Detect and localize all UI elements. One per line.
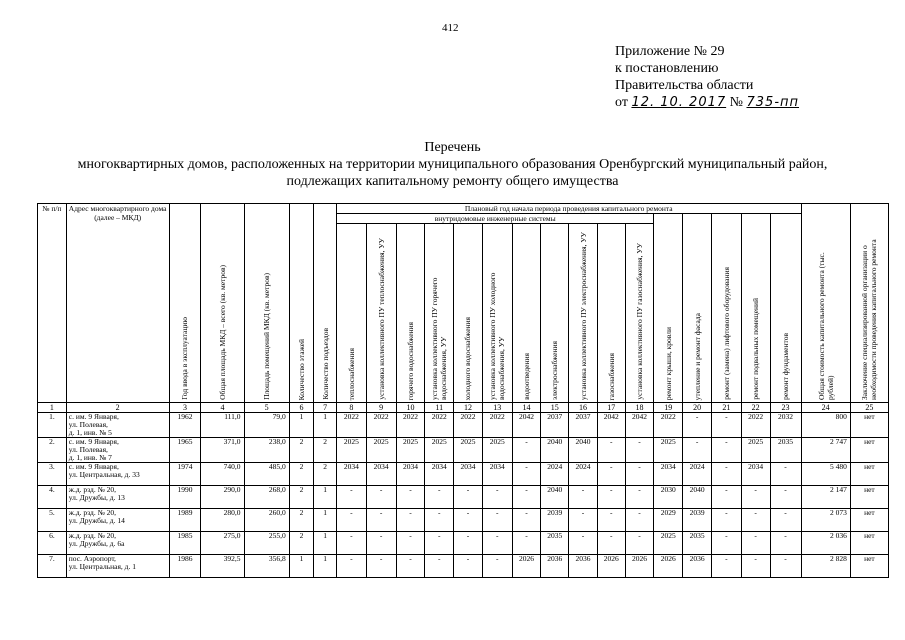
cell-col-11: - [425,555,454,578]
cell-col-6: 2 [289,438,314,463]
document-title [0,139,905,190]
cell-col-15: 2035 [541,532,569,555]
cell-col-12: - [454,486,483,509]
cell-col-9: 2022 [366,413,396,438]
column-number-cell: 8 [336,403,366,413]
column-numbers-row [38,403,889,413]
cell-col-9: - [366,486,396,509]
cell-col-15: 2040 [541,438,569,463]
column-number-cell: 12 [454,403,483,413]
header-row-1 [38,204,889,214]
column-number-cell: 23 [770,403,801,413]
cell-col-8: 2034 [336,463,366,486]
cell-col-24: 2 747 [801,438,850,463]
cell-col-11: - [425,509,454,532]
row-address [66,509,169,532]
column-number-cell: 22 [741,403,770,413]
cell-col-20: - [683,413,712,438]
cell-col-14: 2026 [512,555,541,578]
cell-col-13: - [482,555,512,578]
table-row [38,438,889,463]
cell-col-18: - [625,438,654,463]
header-total-cost: Общая стоимость капитального ремонта (тыс. рублей) [801,204,850,403]
cell-col-22: 2022 [741,413,770,438]
cell-col-19: 2034 [654,463,683,486]
cell-col-4: 111,0 [201,413,244,438]
cell-col-4: 392,5 [201,555,244,578]
cell-col-8: - [336,509,366,532]
column-number-cell: 13 [482,403,512,413]
cell-col-22: 2025 [741,438,770,463]
cell-col-13: 2034 [482,463,512,486]
cell-col-5: 268,0 [244,486,289,509]
cell-col-10: 2034 [396,463,425,486]
address-line: ж.д. рзд. № 20, [68,531,117,540]
cell-col-19: 2022 [654,413,683,438]
cell-col-15: 2024 [541,463,569,486]
row-index: 1. [38,413,67,438]
cell-col-7: 2 [314,438,337,463]
cell-col-4: 371,0 [201,438,244,463]
title-line-1: Перечень [424,140,481,155]
header-foundation: ремонт фундаментов [770,214,801,403]
address-line: ул. Дружбы, д. 6а [68,539,125,548]
header-electricity: электроснабжения [541,224,569,403]
cell-col-11: 2022 [425,413,454,438]
column-number-cell: 24 [801,403,850,413]
column-number-cell: 4 [201,403,244,413]
cell-col-22: - [741,509,770,532]
cell-col-21: - [711,413,741,438]
cell-col-13: 2022 [482,413,512,438]
row-index: 5. [38,509,67,532]
cell-col-17: - [597,509,625,532]
cell-col-10: 2022 [396,413,425,438]
column-number-cell: 1 [38,403,67,413]
header-gas-meter: установка коллективного ПУ газоснабжения, УУ [625,224,654,403]
cell-col-7: 1 [314,509,337,532]
cell-col-5: 79,0 [244,413,289,438]
header-total-area: Общая площадь МКД – всего (кв. метров) [201,204,244,403]
header-roof: ремонт крыши, кровли [654,214,683,403]
table-row [38,413,889,438]
date-prefix: от [615,95,628,110]
address-line: ул. Дружбы, д. 14 [68,516,125,525]
cell-col-25: нет [850,463,888,486]
cell-col-3: 1965 [169,438,201,463]
cell-col-20: 2035 [683,532,712,555]
cell-col-21: - [711,463,741,486]
cell-col-23: - [770,486,801,509]
cell-col-13: - [482,532,512,555]
address-line: с. им. 9 Января, [68,437,119,446]
cell-col-16: - [569,486,598,509]
cell-col-20: 2039 [683,509,712,532]
appendix-line-3: Правительства области [615,78,754,93]
column-number-cell: 9 [366,403,396,413]
cell-col-3: 1962 [169,413,201,438]
cell-col-14: - [512,463,541,486]
cell-col-11: 2034 [425,463,454,486]
cell-col-9: 2034 [366,463,396,486]
cell-col-25: нет [850,532,888,555]
header-gas: газоснабжения [597,224,625,403]
row-index: 4. [38,486,67,509]
cell-col-10: - [396,532,425,555]
cell-col-4: 275,0 [201,532,244,555]
cell-col-22: - [741,486,770,509]
cell-col-15: 2036 [541,555,569,578]
cell-col-22: 2034 [741,463,770,486]
cell-col-4: 280,0 [201,509,244,532]
cell-col-25: нет [850,509,888,532]
address-line: ул. Полевая, [68,445,108,454]
cell-col-23: - [770,532,801,555]
cell-col-17: - [597,532,625,555]
cell-col-16: - [569,509,598,532]
cell-col-14: - [512,486,541,509]
cell-col-6: 1 [289,555,314,578]
header-heating-meter: установка коллективного ПУ теплоснабжения, УУ [366,224,396,403]
cell-col-5: 485,0 [244,463,289,486]
cell-col-4: 290,0 [201,486,244,509]
address-line: д. 1, инв. № 7 [68,453,112,462]
header-sewerage: водоотведения [512,224,541,403]
cell-col-17: 2026 [597,555,625,578]
address-line: ж.д. рзд. № 20, [68,508,117,517]
row-address [66,413,169,438]
column-number-cell: 7 [314,403,337,413]
cell-col-3: 1974 [169,463,201,486]
cell-col-23: 2032 [770,413,801,438]
column-number-cell: 25 [850,403,888,413]
cell-col-22: - [741,532,770,555]
cell-col-17: - [597,438,625,463]
cell-col-21: - [711,509,741,532]
cell-col-12: 2025 [454,438,483,463]
row-address [66,486,169,509]
row-address [66,532,169,555]
cell-col-25: нет [850,438,888,463]
cell-col-12: 2034 [454,463,483,486]
cell-col-18: - [625,509,654,532]
address-line: ул. Центральная, д. 33 [68,470,140,479]
header-premises-area: Площадь помещений МКД (кв. метров) [244,204,289,403]
header-elevator: ремонт (замена) лифтового оборудования [711,214,741,403]
cell-col-19: 2029 [654,509,683,532]
cell-col-11: 2025 [425,438,454,463]
appendix-line-2: к постановлению [615,61,719,76]
cell-col-21: - [711,486,741,509]
cell-col-9: - [366,555,396,578]
cell-col-11: - [425,486,454,509]
column-numbers-section [38,403,889,413]
header-cold-water-meter: установка коллективного ПУ холодного водоснабжения, УУ [482,224,512,403]
cell-col-16: - [569,532,598,555]
cell-col-12: 2022 [454,413,483,438]
cell-col-18: - [625,532,654,555]
cell-col-16: 2024 [569,463,598,486]
cell-col-8: - [336,555,366,578]
header-electricity-meter: установка коллективного ПУ электроснабжения, УУ [569,224,598,403]
cell-col-24: 2 036 [801,532,850,555]
number-prefix: № [729,95,743,110]
cell-col-10: - [396,486,425,509]
cell-col-9: 2025 [366,438,396,463]
handwritten-date: 12. 10. 2017 [631,95,727,110]
cell-col-21: - [711,555,741,578]
cell-col-17: 2042 [597,413,625,438]
address-line: ж.д. рзд. № 20, [68,485,117,494]
cell-col-16: 2040 [569,438,598,463]
appendix-header [615,43,799,111]
address-line: пос. Аэропорт, [68,554,116,563]
cell-col-7: 2 [314,463,337,486]
row-index: 6. [38,532,67,555]
cell-col-8: - [336,532,366,555]
column-number-cell: 10 [396,403,425,413]
cell-col-6: 1 [289,413,314,438]
header-conclusion: Заключение специализированной организации о необходимости проведения капитального ремонта [850,204,888,403]
cell-col-24: 2 147 [801,486,850,509]
column-number-cell: 19 [654,403,683,413]
cell-col-14: - [512,509,541,532]
cell-col-5: 260,0 [244,509,289,532]
column-number-cell: 11 [425,403,454,413]
cell-col-20: 2036 [683,555,712,578]
cell-col-9: - [366,532,396,555]
cell-col-15: 2039 [541,509,569,532]
column-number-cell: 17 [597,403,625,413]
handwritten-number: 735-пп [746,95,800,110]
cell-col-12: - [454,555,483,578]
cell-col-16: 2037 [569,413,598,438]
cell-col-19: 2025 [654,532,683,555]
address-line: с. им. 9 Января, [68,462,119,471]
cell-col-23: - [770,509,801,532]
cell-col-21: - [711,532,741,555]
cell-col-25: нет [850,413,888,438]
cell-col-19: 2030 [654,486,683,509]
cell-col-24: 2 073 [801,509,850,532]
cell-col-7: 1 [314,413,337,438]
cell-col-7: 1 [314,486,337,509]
header-hot-water-meter: установка коллективного ПУ горячего водоснабжения, УУ [425,224,454,403]
cell-col-17: - [597,463,625,486]
data-rows-section [38,413,889,578]
cell-col-21: - [711,438,741,463]
cell-col-23: - [770,463,801,486]
row-address [66,555,169,578]
cell-col-3: 1989 [169,509,201,532]
title-line-3: подлежащих капитальному ремонту общего имущества [286,174,619,189]
cell-col-6: 2 [289,532,314,555]
header-year-built: Год ввода в эксплуатацию [169,204,201,403]
header-heating: теплоснабжения [336,224,366,403]
cell-col-19: 2025 [654,438,683,463]
cell-col-3: 1990 [169,486,201,509]
cell-col-4: 740,0 [201,463,244,486]
cell-col-17: - [597,486,625,509]
cell-col-25: нет [850,555,888,578]
table-row [38,532,889,555]
cell-col-10: - [396,509,425,532]
cell-col-24: 800 [801,413,850,438]
row-address [66,438,169,463]
row-address [66,463,169,486]
header-facade: утепление и ремонт фасада [683,214,712,403]
cell-col-24: 5 480 [801,463,850,486]
column-number-cell: 15 [541,403,569,413]
cell-col-7: 1 [314,555,337,578]
column-number-cell: 14 [512,403,541,413]
cell-col-3: 1986 [169,555,201,578]
cell-col-13: - [482,509,512,532]
cell-col-20: 2024 [683,463,712,486]
cell-col-3: 1985 [169,532,201,555]
cell-col-11: - [425,532,454,555]
cell-col-9: - [366,509,396,532]
cell-col-14: 2042 [512,413,541,438]
header-hot-water: горячего водоснабжения [396,224,425,403]
cell-col-7: 1 [314,532,337,555]
cell-col-5: 255,0 [244,532,289,555]
cell-col-18: 2042 [625,413,654,438]
cell-col-13: 2025 [482,438,512,463]
cell-col-18: 2026 [625,555,654,578]
cell-col-10: 2025 [396,438,425,463]
address-line: ул. Полевая, [68,420,108,429]
cell-col-14: - [512,532,541,555]
header-engineering-group: внутридомовые инженерные системы [336,214,653,224]
cell-col-25: нет [850,486,888,509]
address-line: с. им. 9 Января, [68,412,119,421]
header-address: Адрес многоквартирного дома (далее – МКД) [66,204,169,403]
cell-col-14: - [512,438,541,463]
address-line: ул. Центральная, д. 1 [68,562,136,571]
column-number-cell: 2 [66,403,169,413]
column-number-cell: 21 [711,403,741,413]
cell-col-5: 356,8 [244,555,289,578]
cell-col-10: - [396,555,425,578]
column-number-cell: 18 [625,403,654,413]
column-number-cell: 16 [569,403,598,413]
header-floors: Количество этажей [289,204,314,403]
cell-col-8: - [336,486,366,509]
page-number: 412 [442,22,459,34]
cell-col-18: - [625,486,654,509]
cell-col-8: 2022 [336,413,366,438]
table-row [38,509,889,532]
cell-col-6: 2 [289,486,314,509]
appendix-line-1: Приложение № 29 [615,44,725,59]
appendix-date-line [615,94,799,111]
table-row [38,463,889,486]
header-planned-group: Плановый год начала периода проведения капитального ремонта [336,204,801,214]
column-number-cell: 3 [169,403,201,413]
cell-col-19: 2026 [654,555,683,578]
address-line: д. 1, инв. № 5 [68,428,112,437]
address-line: ул. Дружбы, д. 13 [68,493,125,502]
row-index: 2. [38,438,67,463]
buildings-table [37,203,889,578]
cell-col-20: - [683,438,712,463]
row-index: 7. [38,555,67,578]
cell-col-5: 238,0 [244,438,289,463]
cell-col-24: 2 828 [801,555,850,578]
header-basement: ремонт подвальных помещений [741,214,770,403]
cell-col-15: 2037 [541,413,569,438]
cell-col-6: 2 [289,509,314,532]
column-number-cell: 5 [244,403,289,413]
header-cold-water: холодного водоснабжения [454,224,483,403]
cell-col-15: 2040 [541,486,569,509]
cell-col-20: 2040 [683,486,712,509]
table-row [38,486,889,509]
header-entrances: Количество подъездов [314,204,337,403]
cell-col-22: - [741,555,770,578]
cell-col-23: - [770,555,801,578]
cell-col-13: - [482,486,512,509]
row-index: 3. [38,463,67,486]
title-line-2: многоквартирных домов, расположенных на территории муниципального образования Оренбургский муниципальный район, [77,157,828,172]
cell-col-6: 2 [289,463,314,486]
cell-col-8: 2025 [336,438,366,463]
table-row [38,555,889,578]
cell-col-12: - [454,509,483,532]
column-number-cell: 20 [683,403,712,413]
column-number-cell: 6 [289,403,314,413]
cell-col-23: 2035 [770,438,801,463]
cell-col-18: - [625,463,654,486]
header-no: № п/п [38,204,67,403]
cell-col-12: - [454,532,483,555]
cell-col-16: 2036 [569,555,598,578]
